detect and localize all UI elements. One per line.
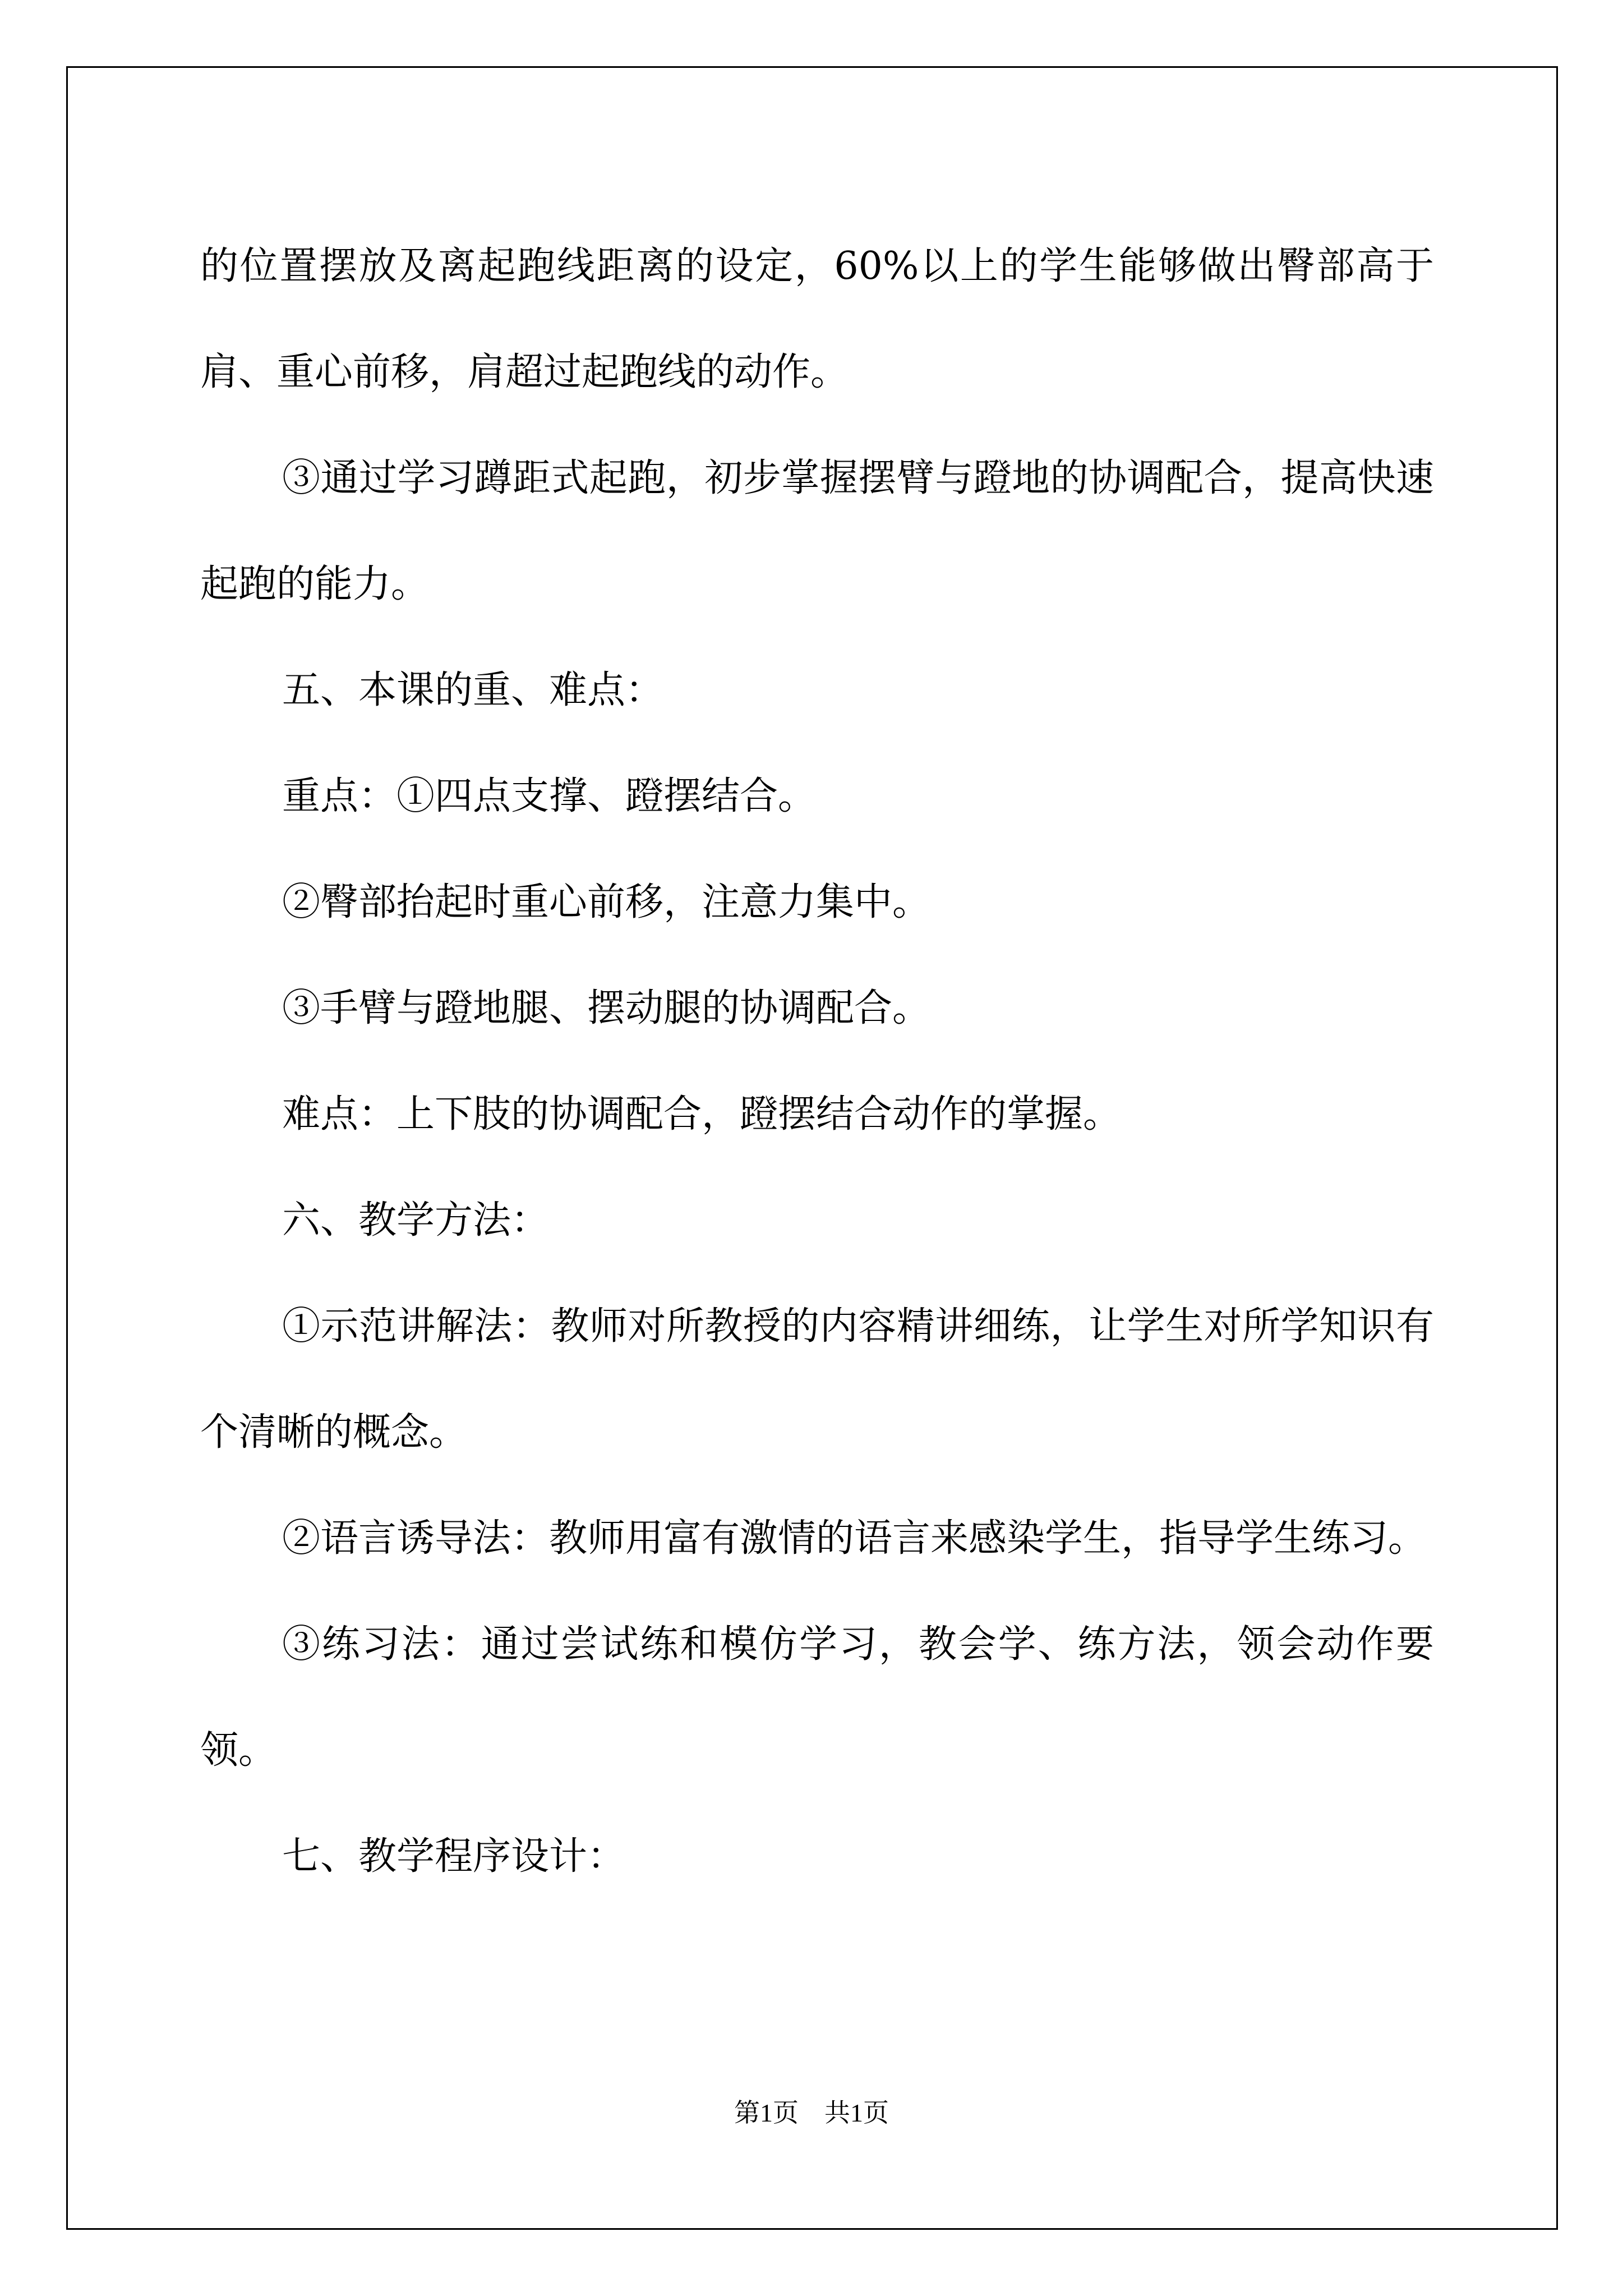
page-number-footer: 第1页 共1页 — [734, 2099, 889, 2127]
section-heading: 七、教学程序设计： — [282, 1834, 626, 1879]
paragraph: ②臀部抬起时重心前移，注意力集中。 — [282, 880, 931, 924]
paragraph: ①示范讲解法：教师对所教授的内容精讲细练，让学生对所学知识有个清晰的概念。 — [200, 1304, 1434, 1455]
section-heading: 六、教学方法： — [282, 1198, 550, 1243]
paragraph: ③通过学习蹲距式起跑，初步掌握摆臂与蹬地的协调配合，提高快速起跑的能力。 — [200, 456, 1434, 606]
document-body — [200, 213, 1434, 1910]
section-heading: 五、本课的重、难点： — [282, 668, 664, 712]
paragraph: 的位置摆放及离起跑线距离的设定，60%以上的学生能够做出臀部高于肩、重心前移，肩超过起跑线的动作。 — [200, 244, 1434, 394]
paragraph: ③手臂与蹬地腿、摆动腿的协调配合。 — [282, 986, 931, 1030]
paragraph: 难点：上下肢的协调配合，蹬摆结合动作的掌握。 — [282, 1092, 1122, 1137]
paragraph: 重点：①四点支撑、蹬摆结合。 — [282, 774, 817, 818]
paragraph: ③练习法：通过尝试练和模仿学习，教会学、练方法，领会动作要领。 — [200, 1622, 1434, 1773]
paragraph: ②语言诱导法：教师用富有激情的语言来感染学生，指导学生练习。 — [282, 1516, 1427, 1561]
